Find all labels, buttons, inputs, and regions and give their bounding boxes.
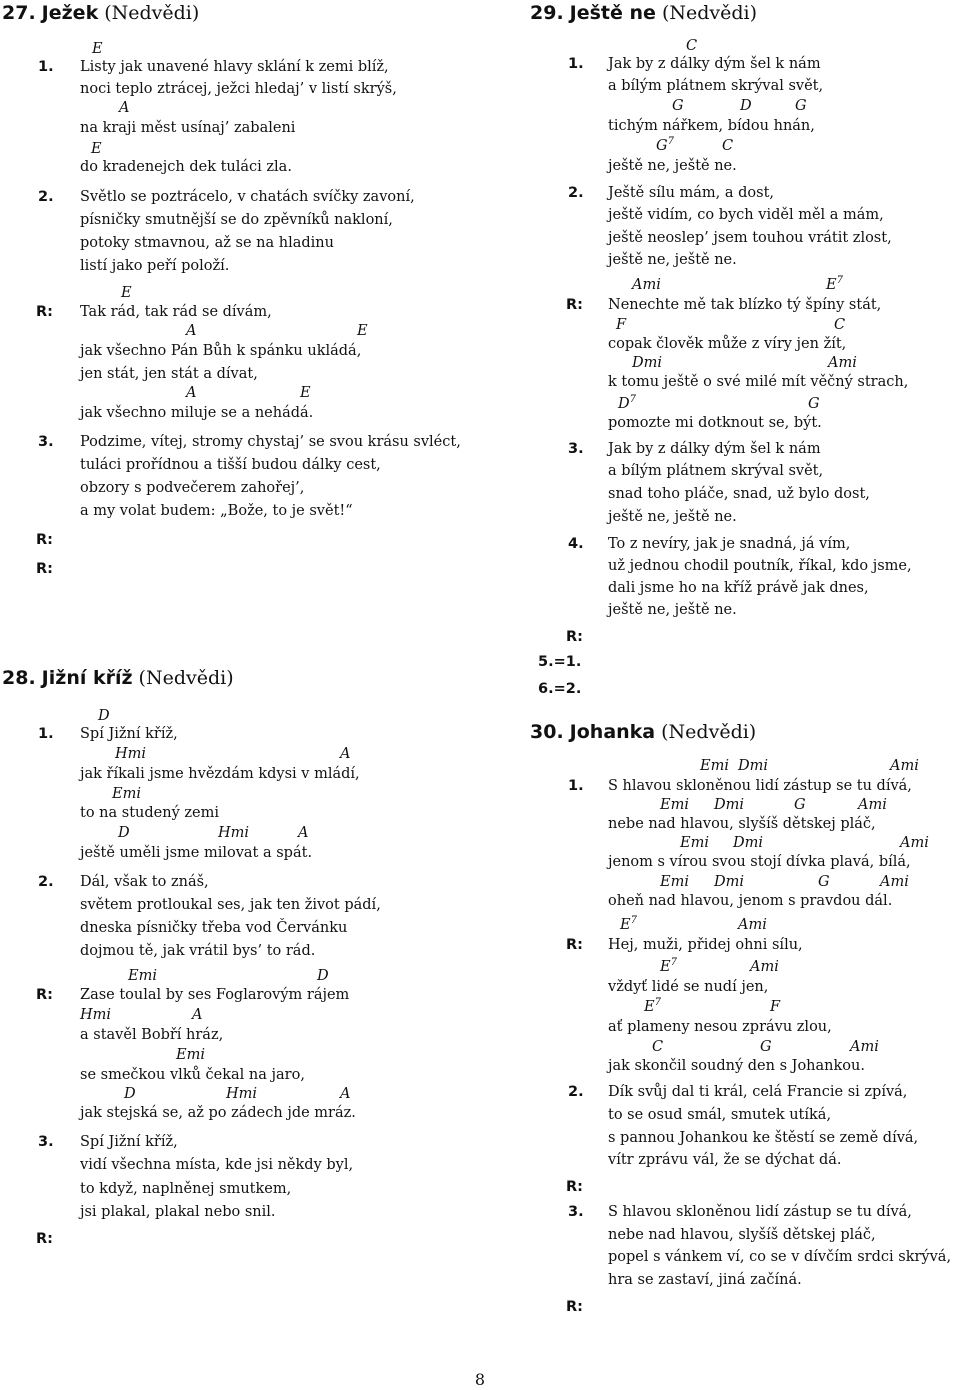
chord: G <box>808 396 820 412</box>
lyric-line: to se osud smál, smutek utíká, <box>608 1107 832 1123</box>
lyric-line: tuláci prořídnou a tišší budou dálky cest, <box>80 457 381 473</box>
lyric-line: vždyť lidé se nudí jen, <box>608 979 769 995</box>
lyric-line: a my volat budem: „Bože, to je svět!“ <box>80 503 353 519</box>
lyric-line: jen stát, jen stát a dívat, <box>80 366 258 382</box>
refrain-marker: R: <box>566 1299 583 1315</box>
chord: G <box>794 797 806 813</box>
chord: Ami <box>858 797 887 813</box>
verse-marker: 3. <box>568 441 584 457</box>
song-author: (Nedvědi) <box>104 2 200 24</box>
refrain-marker: R: <box>36 304 53 320</box>
lyric-line: copak člověk může z víry jen žít, <box>608 336 847 352</box>
chord: Dmi <box>738 758 769 774</box>
lyric-line: už jednou chodil poutník, říkal, kdo jsme, <box>608 558 912 574</box>
lyric-line: dali jsme ho na kříž právě jak dnes, <box>608 580 869 596</box>
refrain-marker: R: <box>566 937 583 953</box>
verse-marker: 6.=2. <box>538 681 582 697</box>
lyric-line: vidí všechna místa, kde jsi někdy byl, <box>80 1157 354 1173</box>
chord <box>644 998 661 1016</box>
lyric-line: ještě ne, ještě ne. <box>608 252 737 268</box>
chord: E <box>121 285 132 301</box>
lyric-line: Nenechte mě tak blízko tý špíny stát, <box>608 297 882 313</box>
verse-marker: 1. <box>38 726 54 742</box>
lyric-line: na kraji měst usínaj’ zabaleni <box>80 120 296 136</box>
chord: G <box>672 98 684 114</box>
lyric-line: ještě ne, ještě ne. <box>608 509 737 525</box>
refrain-marker: R: <box>566 1179 583 1195</box>
verse-marker: 3. <box>38 434 54 450</box>
lyric-line: Spí Jižní kříž, <box>80 726 178 742</box>
lyric-line: jak stejská se, až po zádech jde mráz. <box>80 1105 356 1121</box>
lyric-line: Jak by z dálky dým šel k nám <box>608 56 821 72</box>
chord: Emi <box>112 786 141 802</box>
verse-marker: 3. <box>568 1204 584 1220</box>
song-author: (Nedvědi) <box>661 721 757 743</box>
verse-marker: 2. <box>568 1084 584 1100</box>
chord: Dmi <box>733 835 764 851</box>
chord-ext: 7 <box>836 275 843 286</box>
chord: A <box>192 1007 203 1023</box>
lyric-line: listí jako peří položí. <box>80 258 230 274</box>
lyric-line: s pannou Johankou ke štěstí se země dívá, <box>608 1130 919 1146</box>
chord: A <box>340 746 351 762</box>
song-title-28 <box>2 667 234 689</box>
lyric-line: dojmou tě, jak vrátil bys’ to rád. <box>80 943 316 959</box>
lyric-line: ať plameny nesou zprávu zlou, <box>608 1019 832 1035</box>
lyric-line: vítr zprávu vál, že se dýchat dá. <box>608 1152 842 1168</box>
chord: G <box>760 1039 772 1055</box>
lyric-line: Jak by z dálky dým šel k nám <box>608 441 821 457</box>
lyric-line: potoky stmavnou, až se na hladinu <box>80 235 334 251</box>
song-name: Ještě ne <box>569 2 656 24</box>
lyric-line: ještě ne, ještě ne. <box>608 602 737 618</box>
refrain-marker: R: <box>36 1231 53 1247</box>
chord: G <box>795 98 807 114</box>
song-number: 27. <box>2 2 36 24</box>
chord-root: D <box>618 396 630 412</box>
chord: Hmi <box>218 825 250 841</box>
refrain-marker: R: <box>36 532 53 548</box>
lyric-line: popel s vánkem ví, co se v dívčím srdci skrývá, <box>608 1249 952 1265</box>
chord: E <box>300 385 311 401</box>
chord: A <box>340 1086 351 1102</box>
chord-ext: 7 <box>654 997 661 1008</box>
lyric-line: obzory s podvečerem zahořej’, <box>80 480 305 496</box>
chord: Ami <box>900 835 929 851</box>
song-name: Johanka <box>569 721 656 743</box>
verse-marker: 1. <box>38 59 54 75</box>
chord: Hmi <box>226 1086 258 1102</box>
chord: D <box>124 1086 136 1102</box>
chord <box>620 916 637 934</box>
lyric-line: Světlo se poztrácelo, v chatách svíčky zavoní, <box>80 189 415 205</box>
song-author: (Nedvědi) <box>138 667 234 689</box>
song-number: 28. <box>2 667 36 689</box>
lyric-line: k tomu ještě o své milé mít věčný strach, <box>608 374 909 390</box>
lyric-line: Ještě sílu mám, a dost, <box>608 185 775 201</box>
lyric-line: nebe nad hlavou, slyšíš dětskej pláč, <box>608 1227 876 1243</box>
chord: C <box>686 38 698 54</box>
lyric-line: písničky smutnější se do zpěvníků nakloní, <box>80 212 393 228</box>
lyric-line: snad toho pláče, snad, už bylo dost, <box>608 486 870 502</box>
chord <box>660 958 677 976</box>
lyric-line: to když, naplněnej smutkem, <box>80 1181 292 1197</box>
chord: C <box>722 138 734 154</box>
chord: A <box>186 385 197 401</box>
lyric-line: pomozte mi dotknout se, být. <box>608 415 822 431</box>
lyric-line: a bílým plátnem skrýval svět, <box>608 463 824 479</box>
verse-marker: 1. <box>568 56 584 72</box>
chord: Ami <box>880 874 909 890</box>
lyric-line: nebe nad hlavou, slyšíš dětskej pláč, <box>608 816 876 832</box>
lyric-line: a stavěl Bobří hráz, <box>80 1027 224 1043</box>
chord: A <box>186 323 197 339</box>
chord: D <box>740 98 752 114</box>
chord-ext: 7 <box>630 915 637 926</box>
lyric-line: to na studený zemi <box>80 805 219 821</box>
chord: A <box>298 825 309 841</box>
refrain-marker: R: <box>36 987 53 1003</box>
page-number: 8 <box>474 1370 486 1389</box>
lyric-line: tichým nářkem, bídou hnán, <box>608 118 815 134</box>
verse-marker: 1. <box>568 778 584 794</box>
chord: Ami <box>738 917 767 933</box>
lyric-line: noci teplo ztrácej, ježci hledaj’ v listí skrýš, <box>80 81 397 97</box>
lyric-line: jak všechno miluje se a nehádá. <box>80 405 314 421</box>
lyric-line: ještě neoslep’ jsem touhou vrátit zlost, <box>608 230 892 246</box>
chord: Ami <box>750 959 779 975</box>
chord: Emi <box>700 758 729 774</box>
verse-marker: 3. <box>38 1134 54 1150</box>
lyric-line: S hlavou skloněnou lidí zástup se tu dívá, <box>608 1204 912 1220</box>
lyric-line: ještě ne, ještě ne. <box>608 158 737 174</box>
song-name: Jižní kříž <box>41 667 133 689</box>
chord-root: G <box>656 138 668 154</box>
lyric-line: Listy jak unavené hlavy sklání k zemi blíž, <box>80 59 389 75</box>
lyric-line: oheň nad hlavou, jenom s pravdou dál. <box>608 893 893 909</box>
lyric-line: ještě vidím, co bych viděl měl a mám, <box>608 207 884 223</box>
lyric-line: hra se zastaví, jiná začíná. <box>608 1272 802 1288</box>
lyric-line: Dík svůj dal ti král, celá Francie si zpívá, <box>608 1084 908 1100</box>
lyric-line: To z nevíry, jak je snadná, já vím, <box>608 536 851 552</box>
chord-root: E <box>620 917 631 933</box>
chord: Ami <box>850 1039 879 1055</box>
lyric-line: Zase toulal by ses Foglarovým rájem <box>80 987 350 1003</box>
verse-marker: 2. <box>38 874 54 890</box>
lyric-line: Tak rád, tak rád se dívám, <box>80 304 272 320</box>
refrain-marker: R: <box>566 629 583 645</box>
verse-marker: 4. <box>568 536 584 552</box>
chord: E <box>357 323 368 339</box>
chord <box>826 276 843 294</box>
chord <box>656 137 674 155</box>
lyric-line: jak říkali jsme hvězdám kdysi v mládí, <box>80 766 360 782</box>
chord: Ami <box>632 277 661 293</box>
chord: F <box>770 999 781 1015</box>
song-number: 30. <box>530 721 564 743</box>
chord: D <box>98 708 110 724</box>
song-title-27 <box>2 2 199 24</box>
lyric-line: jak všechno Pán Bůh k spánku ukládá, <box>80 343 362 359</box>
chord: Emi <box>680 835 709 851</box>
chord: Hmi <box>80 1007 112 1023</box>
chord: Hmi <box>115 746 147 762</box>
chord: D <box>317 968 329 984</box>
lyric-line: světem protloukal ses, jak ten život pádí, <box>80 897 381 913</box>
chord-root: E <box>660 959 671 975</box>
chord: Ami <box>828 355 857 371</box>
lyric-line: dneska písničky třeba vod Červánku <box>80 920 348 936</box>
chord-root: E <box>644 999 655 1015</box>
chord-root: E <box>826 277 837 293</box>
verse-marker: 2. <box>568 185 584 201</box>
chord: Emi <box>660 797 689 813</box>
chord: Dmi <box>632 355 663 371</box>
song-author: (Nedvědi) <box>661 2 758 24</box>
refrain-marker: R: <box>36 561 53 577</box>
lyric-line: jak skončil soudný den s Johankou. <box>608 1058 865 1074</box>
chord: C <box>652 1039 664 1055</box>
lyric-line: ještě uměli jsme milovat a spát. <box>80 845 313 861</box>
song-title-30 <box>530 721 756 743</box>
lyric-line: Podzime, vítej, stromy chystaj’ se svou krásu svléct, <box>80 434 461 450</box>
chord: A <box>119 100 130 116</box>
chord: Ami <box>890 758 919 774</box>
refrain-marker: R: <box>566 297 583 313</box>
chord: C <box>834 317 846 333</box>
lyric-line: jenom s vírou svou stojí dívka plavá, bílá, <box>608 854 911 870</box>
chord: E <box>92 41 103 57</box>
lyric-line: Spí Jižní kříž, <box>80 1134 178 1150</box>
verse-marker: 5.=1. <box>538 654 582 670</box>
chord-ext: 7 <box>667 136 674 147</box>
chord-ext: 7 <box>670 957 677 968</box>
chord <box>618 395 636 413</box>
lyric-line: S hlavou skloněnou lidí zástup se tu dívá, <box>608 778 912 794</box>
chord: E <box>91 141 102 157</box>
chord: Dmi <box>714 797 745 813</box>
chord: G <box>818 874 830 890</box>
chord: Emi <box>660 874 689 890</box>
chord: Emi <box>176 1047 205 1063</box>
verse-marker: 2. <box>38 189 54 205</box>
chord: Dmi <box>714 874 745 890</box>
chord: Emi <box>128 968 157 984</box>
song-name: Ježek <box>41 2 99 24</box>
lyric-line: jsi plakal, plakal nebo snil. <box>80 1204 276 1220</box>
song-number: 29. <box>530 2 564 24</box>
song-title-29 <box>530 2 757 24</box>
lyric-line: se smečkou vlků čekal na jaro, <box>80 1067 305 1083</box>
chord-ext: 7 <box>629 394 637 405</box>
lyric-line: Hej, muži, přidej ohni sílu, <box>608 937 803 953</box>
chord: D <box>118 825 130 841</box>
lyric-line: Dál, však to znáš, <box>80 874 209 890</box>
chord: F <box>616 317 627 333</box>
lyric-line: do kradenejch dek tuláci zla. <box>80 159 292 175</box>
lyric-line: a bílým plátnem skrýval svět, <box>608 78 824 94</box>
